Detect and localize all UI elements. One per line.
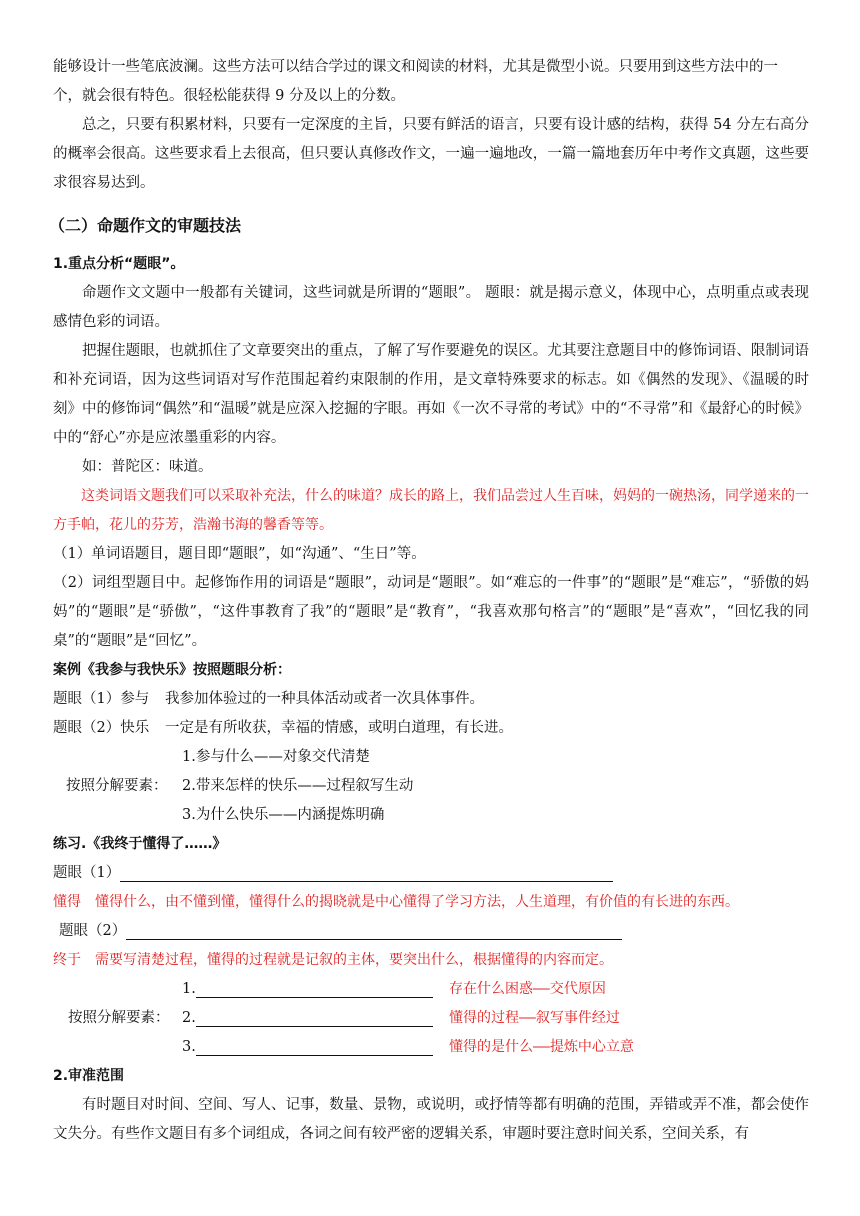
practice-red-2-text: 需要写清楚过程，懂得的过程就是记叙的主体，要突出什么，根据懂得的内容而定。 xyxy=(95,952,613,968)
case-steps xyxy=(53,743,809,830)
practice-eye-2-label: 题眼（2） xyxy=(59,923,127,939)
case-step-2: 2.带来怎样的快乐——过程叙写生动 xyxy=(182,778,414,794)
practice-red-1-text: 懂得什么，由不懂到懂，懂得什么的揭晓就是中心懂得了学习方法，人生道理，有价值的有长进的东西。 xyxy=(95,894,739,910)
practice-red-2 xyxy=(53,946,809,975)
document-page xyxy=(49,53,809,1149)
case-title: 案例《我参与我快乐》按照题眼分析： xyxy=(53,662,291,678)
practice-eye-1 xyxy=(53,859,809,888)
section-title: （二）命题作文的审题技法 xyxy=(49,216,242,235)
subsection-2-title: 2.审准范围 xyxy=(53,1068,125,1084)
practice-red-2-word: 终于 xyxy=(53,952,81,968)
case-step-3: 3.为什么快乐——内涵提炼明确 xyxy=(182,807,385,823)
practice-answer-1: 存在什么困惑——交代原因 xyxy=(449,981,606,997)
practice-red-1 xyxy=(53,888,809,917)
intro-line-1: 能够设计一些笔底波澜。这些方法可以结合学过的课文和阅读的材料，尤其是微型小说。只要用到这些方法中的一 xyxy=(53,59,778,75)
practice-title: 练习.《我终于懂得了……》 xyxy=(53,836,227,852)
s1-item-2: （2）词组型题目中。起修饰作用的词语是“题眼”，动词是“题眼”。如“难忘的一件事”的“题眼”是“难忘”，“骄傲的妈妈”的“题眼”是“骄傲”，“这件事教育了我”的“题眼”是“教育”，“我喜欢那句格言”的“题眼”是“喜欢”，“回忆我的同桌”的“题眼”是“回忆”。 xyxy=(53,575,809,649)
practice-step-number-3: 3. xyxy=(182,1039,196,1055)
practice-step-number-1: 1. xyxy=(182,981,196,997)
practice-eye-1-label: 题眼（1） xyxy=(53,865,121,881)
practice-step-blank-2[interactable] xyxy=(196,1006,433,1027)
s2-paragraph-1: 有时题目对时间、空间、写人、记事，数量、景物，或说明，或抒情等都有明确的范围，弄错或弄不准，都会使作文失分。有些作文题目有多个词组成，各词之间有较严密的逻辑关系，审题时要注意时间关系，空间关系，有 xyxy=(53,1097,809,1142)
case-eye-2-text: 一定是有所收获，幸福的情感，或明白道理，有长进。 xyxy=(165,720,513,736)
s1-red-note: 这类词语文题我们可以采取补充法，什么的味道？成长的路上，我们品尝过人生百味，妈妈的一碗热汤，同学递来的一方手帕，花儿的芬芳，浩瀚书海的馨香等等。 xyxy=(53,488,809,533)
practice-steps-label: 按照分解要素： xyxy=(68,1010,170,1026)
practice-step-blank-3[interactable] xyxy=(196,1035,433,1056)
practice-answer-2: 懂得的过程——叙写事件经过 xyxy=(449,1010,620,1026)
practice-eye-1-blank[interactable] xyxy=(120,865,613,882)
case-eye-2-label: 题眼（2）快乐 xyxy=(53,720,150,736)
case-eye-2 xyxy=(53,714,809,743)
practice-red-1-word: 懂得 xyxy=(53,894,81,910)
practice-eye-2-blank[interactable] xyxy=(126,923,622,940)
case-steps-label: 按照分解要素： xyxy=(66,778,168,794)
case-step-1: 1.参与什么——对象交代清楚 xyxy=(182,749,370,765)
practice-step-number-2: 2. xyxy=(182,1010,196,1026)
intro-line-2: 个，就会很有特色。很轻松能获得 9 分及以上的分数。 xyxy=(53,88,405,104)
s1-paragraph-2: 把握住题眼，也就抓住了文章要突出的重点，了解了写作要避免的误区。尤其要注意题目中的修饰词语、限制词语和补充词语，因为这些词语对写作范围起着约束限制的作用，是文章特殊要求的标志。如《偶然的发现》、《温暖的时刻》中的修饰词“偶然”和“温暖”就是应深入挖掘的字眼。再如《一次不寻常的考试》中的“不寻常”和《最舒心的时候》中的“舒心”亦是应浓墨重彩的内容。 xyxy=(53,343,809,446)
case-eye-1-text: 我参加体验过的一种具体活动或者一次具体事件。 xyxy=(165,691,484,707)
s1-item-1: （1）单词语题目，题目即“题眼”，如“沟通”、“生日”等。 xyxy=(53,546,426,562)
practice-step-blank-1[interactable] xyxy=(196,977,433,998)
practice-answer-3: 懂得的是什么——提炼中心立意 xyxy=(449,1039,634,1055)
practice-eye-2 xyxy=(53,917,809,946)
s1-paragraph-1: 命题作文文题中一般都有关键词，这些词就是所谓的“题眼”。 题眼：就是揭示意义，体现中心，点明重点或表现感情色彩的词语。 xyxy=(53,285,809,330)
case-eye-1-label: 题眼（1）参与 xyxy=(53,691,150,707)
intro-paragraph-1 xyxy=(53,53,809,111)
case-eye-1 xyxy=(53,685,809,714)
subsection-1-title: 1.重点分析“题眼”。 xyxy=(53,256,185,272)
practice-steps xyxy=(53,975,809,1062)
s1-example: 如：普陀区：味道。 xyxy=(82,459,213,475)
intro-paragraph-2: 总之，只要有积累材料，只要有一定深度的主旨，只要有鲜活的语言，只要有设计感的结构，获得 54 分左右高分的概率会很高。这些要求看上去很高，但只要认真修改作文，一遍一遍地改，一篇一篇地套历年中考作文真题，这些要求很容易达到。 xyxy=(53,117,809,191)
